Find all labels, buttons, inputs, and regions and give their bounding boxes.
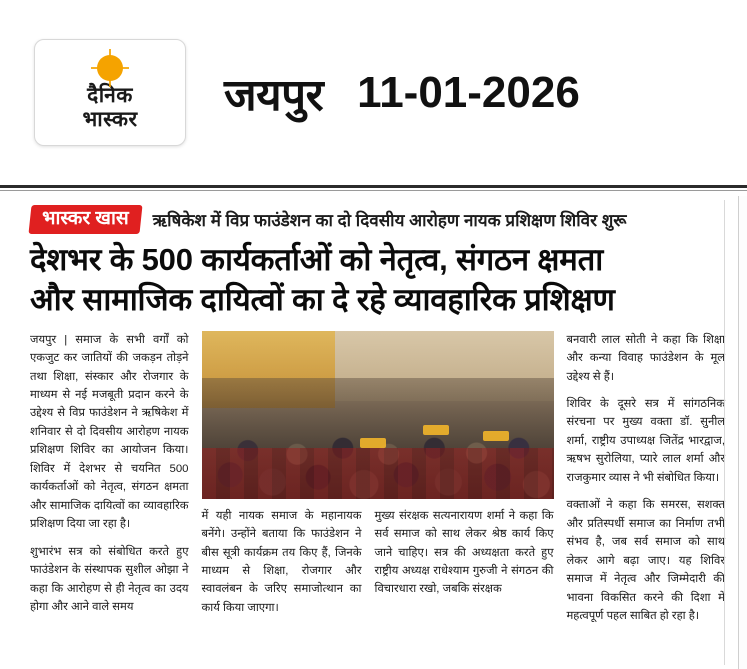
paragraph: बनवारी लाल सोती ने कहा कि शिक्षा और कन्या विवाह फाउंडेशन के मूल उद्देश्य से हैं। bbox=[566, 333, 725, 383]
bhaskar-khas-badge bbox=[28, 205, 142, 234]
headline-line-2: और सामाजिक दायित्वों का दे रहे व्यावहारिक प्रशिक्षण bbox=[30, 282, 615, 318]
masthead-divider bbox=[0, 185, 747, 188]
paragraph: जयपुर | समाज के सभी वर्गों को एकजुट कर जातियों की जकड़न तोड़ने तथा शिक्षा, संस्कार और रोजगार के माध्यम से नई मजबूती प्रदान करने के उद्देश्य से विप्र फाउंडेशन ने ऋषिकेश में शनिवार से दो दिवसीय आरोहण नायक प्रशिक्षण शिविर का आयोजन किया। शिविर में देशभर से चयनित 500 कार्यकर्ताओं को नेतृत्व, संगठन क्षमता और सामाजिक दायित्वों का व्यावहारिक प्रशिक्षण दिया जा रहा है। bbox=[30, 333, 189, 531]
page-edge-rule bbox=[724, 200, 739, 665]
badge-label: भास्कर खास bbox=[42, 208, 129, 229]
masthead bbox=[0, 0, 747, 185]
photo-chairs bbox=[202, 448, 554, 498]
paragraph: मुख्य संरक्षक सत्यनारायण शर्मा ने कहा कि सर्व समाज को साथ लेकर श्रेष्ठ कार्य किए जाने चाहिए। सत्र की अध्यक्षता करते हुए राष्ट्रीय अध्यक्ष राधेश्याम गुरुजी ने संगठन की विचारधारा रखो, जबकि संरक्षक bbox=[374, 509, 554, 596]
photo-sash bbox=[360, 438, 386, 448]
article-column-1 bbox=[30, 331, 189, 635]
paragraph: शुभारंभ सत्र को संबोधित करते हुए फाउंडेशन के संस्थापक सुशील ओझा ने कहा कि आरोहण से ही नेतृत्व का उदय होगा और आने वाले समय bbox=[30, 545, 189, 614]
paragraph: में यही नायक समाज के महानायक बनेंगे। उन्होंने बताया कि फाउंडेशन ने बीस सूत्री कार्यक्रम तय किए हैं, जिनके माध्यम से शिक्षा, रोजगार और स्वावलंबन के जरिए समाजोत्थान का कार्य किया जाएगा। bbox=[201, 509, 362, 614]
article-column-3 bbox=[567, 331, 726, 635]
photo-sash bbox=[423, 425, 449, 435]
photo-sash bbox=[483, 431, 509, 441]
article-kicker: ऋषिकेश में विप्र फाउंडेशन का दो दिवसीय आरोहण नायक प्रशिक्षण शिविर शुरू bbox=[152, 211, 627, 230]
headline-line-1: देशभर के 500 कार्यकर्ताओं को नेतृत्व, संगठन क्षमता bbox=[30, 242, 604, 277]
publication-date: 11-01-2026 bbox=[357, 67, 580, 117]
article-column-2b bbox=[375, 507, 554, 627]
paragraph: शिविर के दूसरे सत्र में सांगठनिक संरचना पर मुख्य वक्ता डॉ. सुनील शर्मा, राष्ट्रीय उपाध्यक्ष जितेंद्र भारद्वाज, ऋषभ सुरोलिया, प्यारे लाल शर्मा और राजकुमार व्यास ने भी संबोधित किया। bbox=[566, 398, 725, 484]
article-column-2 bbox=[202, 331, 554, 635]
edition-name: जयपुर bbox=[224, 70, 324, 120]
article-header bbox=[0, 191, 747, 321]
article-headline bbox=[30, 240, 725, 321]
paragraph: वक्ताओं ने कहा कि समरस, सशक्त और प्रतिस्पर्धी समाज का निर्माण तभी संभव है, जब सर्व समाज को साथ लेकर आगे बढ़ा जाए। यह शिविर समाज में नेतृत्व और जिम्मेदारी की भावना विकसित करने की दिशा में महत्वपूर्ण पहल साबित हो रहा है। bbox=[566, 499, 725, 623]
article-body bbox=[0, 331, 747, 635]
dainik-bhaskar-logo bbox=[34, 39, 186, 146]
kicker-row bbox=[30, 205, 725, 234]
logo-line1: दैनिक bbox=[87, 84, 133, 107]
logo-line2: भास्कर bbox=[82, 108, 138, 131]
page-edge-sliver bbox=[738, 196, 747, 669]
article-column-2a bbox=[202, 507, 362, 627]
article-photo bbox=[202, 331, 554, 499]
sun-icon bbox=[97, 55, 123, 81]
